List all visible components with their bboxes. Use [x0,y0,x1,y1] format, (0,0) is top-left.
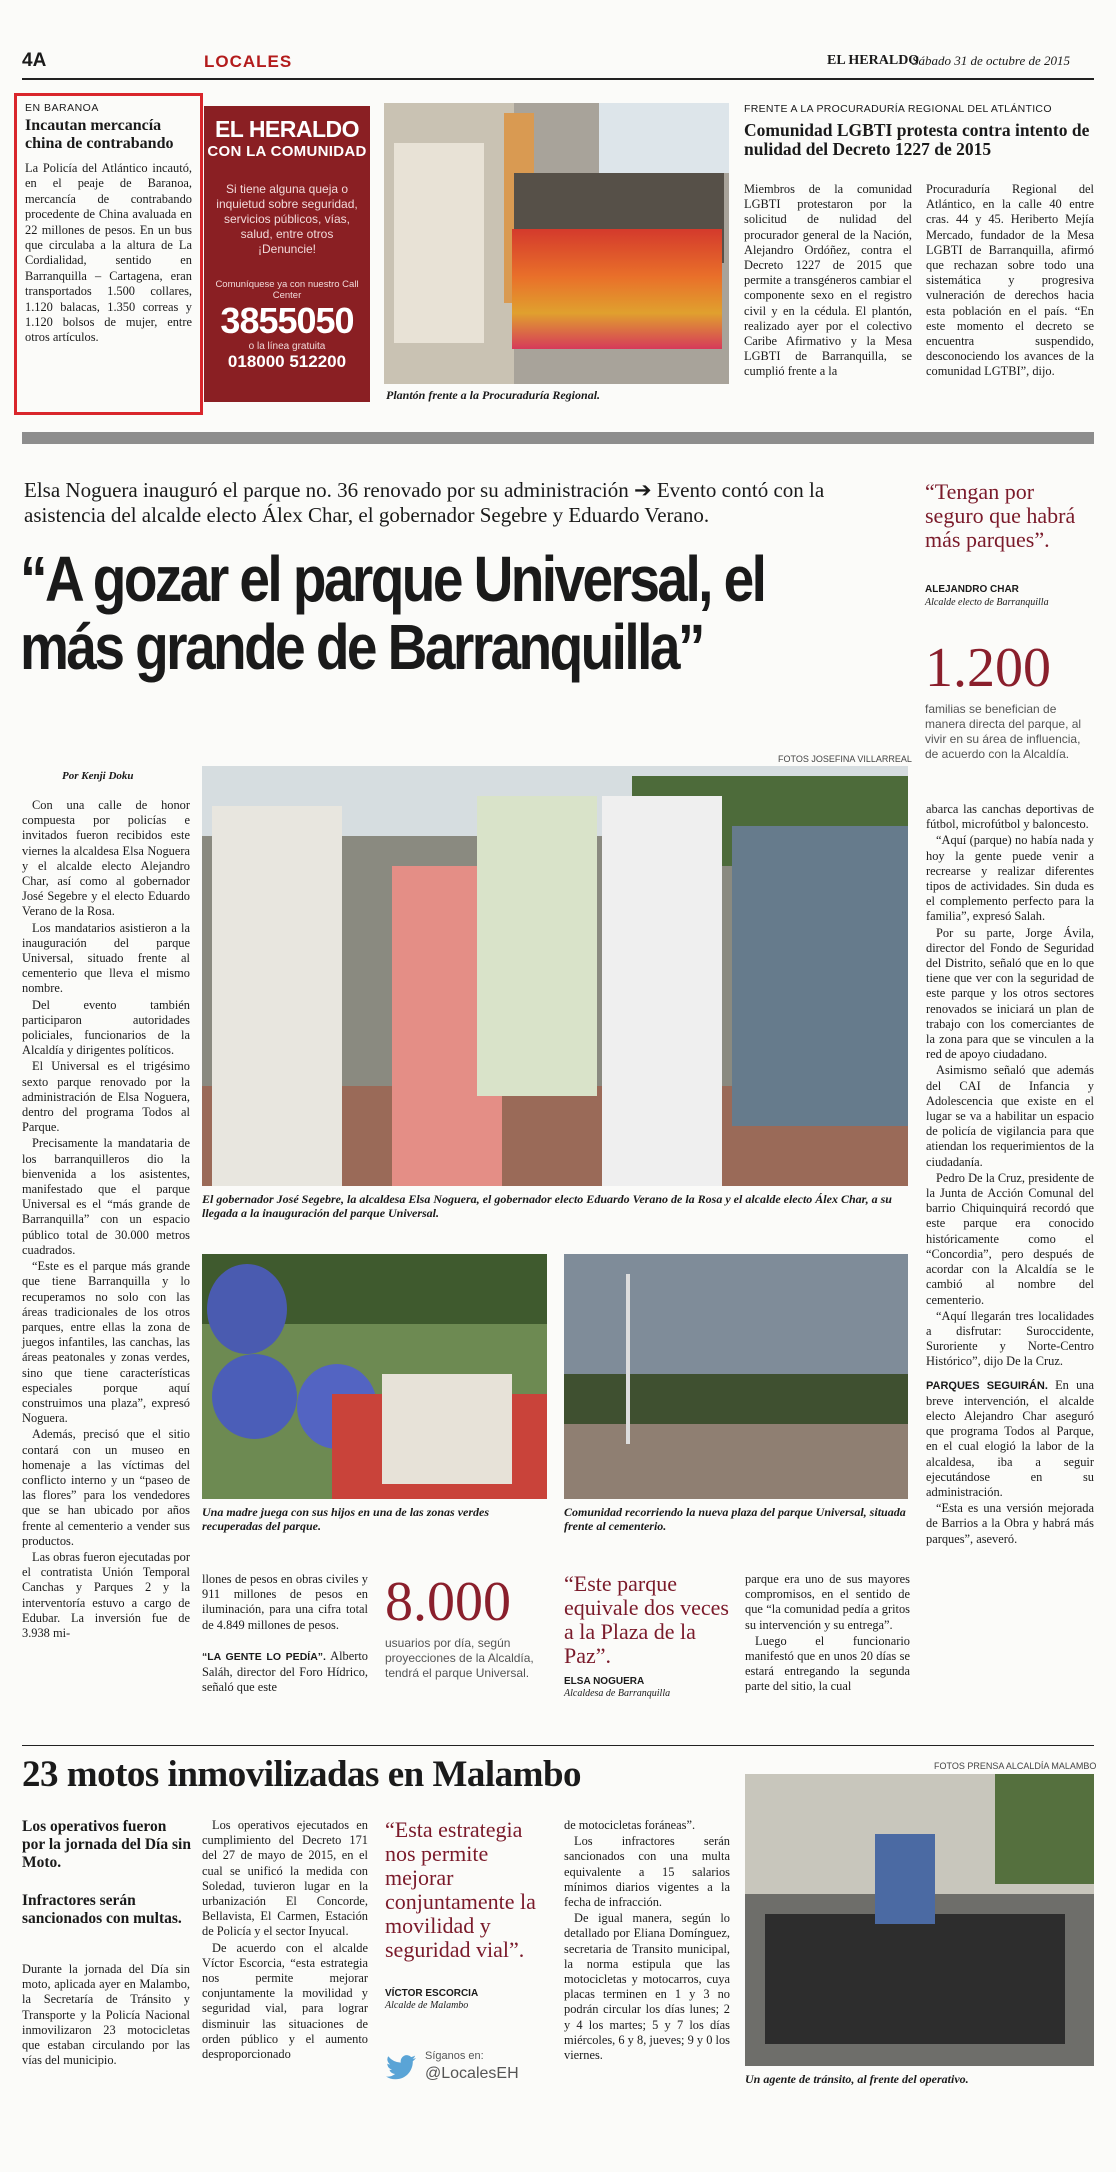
page-number: 4A [22,50,47,71]
sky [564,1254,908,1394]
park-stat-families-text: familias se benefician de manera directa del parque, al vivir en su área de influencia, de acuerdo con la Alcaldía. [925,702,1082,761]
trees [564,1374,908,1424]
park-paragraph: abarca las canchas deportivas de fútbol, microfútbol y baloncesto. [926,802,1094,832]
park-photo-family [202,1254,547,1499]
rainbow-flag [512,229,722,349]
motos-paragraph: De igual manera, según lo detallado por Eliana Domínguez, secretaria de Transito municipal, la norma estipula que las motocicletas y motocarros, cuya placas terminen en 1 y 3 no podrán circular los días lunes; 2 y 4 los martes; 5 y 7 los días miércoles, 6 y 8, jueves; 9 y 0 los viernes. [564,1911,730,2063]
page-header [22,48,1094,78]
park-paragraph: Asimismo señaló que además del CAI de Infancia y Adolescencia que existe en el lugar se va a habilitar un espacio de policía de vigilancia para que atiendan los requerimientos de la ciudadanía. [926,1063,1094,1169]
lgbti-title: Comunidad LGBTI protesta contra intento de nulidad del Decreto 1227 de 2015 [744,120,1090,159]
motos-column-2 [202,1818,368,2063]
brief-box [14,93,203,415]
park-paragraph: Además, precisó que el sitio contará con un museo en homenaje a las víctimas del conflicto interno y un “paseo de las flores” para los vendedores que se han ubicado por años frente al cementerio a vender sus productos. [22,1427,190,1548]
park-quote-noguera-role: Alcaldesa de Barranquilla [564,1688,671,1699]
motos-quote: “Esta estrategia nos permite mejorar conjuntamente la movilidad y seguridad vial”. [385,1817,536,1962]
motos-lead-2: Infractores serán sancionados con multas. [22,1892,182,1927]
park-caption-family: Una madre juega con sus hijos en una de las zonas verdes recuperadas del parque. [202,1505,490,1533]
motos-paragraph: De acuerdo con el alcalde Víctor Escorcia, “esta estrategia nos permite mejorar conjuntamente la movilidad y seguridad vial, para lograr disminuir las situaciones de orden público y el aumento desproporcionado [202,1940,368,2062]
paper-name: EL HERALDO [827,53,920,68]
person-segebre [212,806,342,1186]
sky [599,103,729,173]
lamp-post [626,1274,630,1444]
park-paragraph: Luego el funcionario manifestó que en unos 20 días se estará entregando la segunda parte del sitio, la cual [745,1633,910,1694]
gente-kicker: “LA GENTE LO PEDÍA”. [202,1650,326,1663]
motos-lead-1: Los operativos fueron por la jornada del Día sin Moto. [22,1818,191,1871]
park-deck: Elsa Noguera inauguró el parque no. 36 renovado por su administración ➔ Evento contó con la asistencia del alcalde electo Álex Char, el gobernador Segebre y Eduardo Verano. [24,478,825,527]
balloon [212,1354,297,1439]
ad-title: EL HERALDO [214,116,360,142]
lgbti-protest-photo [384,103,729,384]
section-band [22,432,1094,444]
motos-quote-name: VÍCTOR ESCORCIA [385,1988,479,1999]
motos-photo-credit: FOTOS PRENSA ALCALDÍA MALAMBO [934,1761,1097,1771]
lgbti-kicker: FRENTE A LA PROCURADURÍA REGIONAL DEL ATLÁNTICO [744,103,1052,115]
park-paragraph: “Aquí (parque) no había nada y hoy la gente puede venir a recrearse y realizar diferentes tipos de actividades. Sin duda es el complemento perfecto para la familia”, expresó Salah. [926,833,1094,924]
ad-subtitle: CON LA COMUNIDAD [207,143,367,160]
twitter-label: Síganos en: [425,2050,484,2062]
parques-kicker: PARQUES SEGUIRÁN. [926,1379,1048,1392]
park-main-caption: El gobernador José Segebre, la alcaldesa Elsa Noguera, el gobernador electo Eduardo Verano de la Rosa y el alcalde electo Álex Char, a su llegada a la inauguración del parque Universal. [202,1192,892,1220]
ad-free-line: o la línea gratuita [248,341,326,352]
community-ad [204,106,370,402]
brief-kicker: EN BARANOA [25,102,99,114]
park-paragraph: “Este es el parque más grande que tiene Barranquilla y lo recuperamos no solo con las áreas tradicionales de los otros parques, entre ellas la zona de juegos infantiles, las canchas, las áreas peatonales y zonas verdes, sino que tiene características especiales porque aquí construimos una plaza”, expresó Noguera. [22,1259,190,1426]
park-paragraph [926,1378,1094,1501]
person-char [602,796,722,1186]
section-name: LOCALES [204,52,293,71]
motos-caption: Un agente de tránsito, al frente del operativo. [745,2072,969,2086]
brief-title: Incautan mercancía china de contrabando [25,117,174,152]
traffic-agent [875,1834,935,1924]
park-paragraph: “Aquí llegarán tres localidades a disfrutar: Suroccidente, Suroriente y Norte-Centro Histórico”, dijo De la Cruz. [926,1308,1094,1369]
park-paragraph: Del evento también participaron autoridades policiales, funcionarios de la Alcaldía y dirigentes políticos. [22,997,190,1058]
parques-text: En una breve intervención, el alcalde electo Alejandro Char aseguró que programa Todos al Parque, en el cual elogió la labor de la alcaldesa, iba a seguir ejecutándose en su administración. [926,1377,1094,1499]
motos-column-1: Durante la jornada del Día sin moto, aplicada ayer en Malambo, la Secretaría de Tránsito y Transporte y la Policía Nacional inmovilizaron 23 motocicletas que estaban circulando por las vías del municipio. [22,1962,190,2068]
park-quote-char-role: Alcalde electo de Barranquilla [925,597,1049,608]
motos-headline: 23 motos inmovilizadas en Malambo [22,1754,582,1795]
park-byline: Por Kenji Doku [62,770,134,782]
brief-body: La Policía del Atlántico incautó, en el peaje de Baranoa, mercancía de contrabando procedente de China avaluada en 22 millones de pesos. En un bus que circulaba a la altura de La Cordialidad, sentido en Barranquilla – Cartagena, eran transportados 1.500 collares, 1.120 balacas, 1.350 correas y 1.120 bolsos de mujer, entre otros artículos. [25,161,192,345]
park-photo-plaza [564,1254,908,1499]
motos-paragraph: Los infractores serán sancionados con una multa equivalente a 15 salarios mínimos diarios vigentes a la fecha de infracción. [564,1834,730,1910]
balloon [207,1264,287,1354]
twitter-bird-icon [385,2054,417,2082]
park-stat-users-text: usuarios por día, según proyecciones de la Alcaldía, tendrá el parque Universal. [385,1636,534,1680]
motos-column-4 [564,1818,730,2064]
park-photo-credit: FOTOS JOSEFINA VILLARREAL [778,754,912,764]
person-verano [477,796,597,1096]
ad-phone: 3855050 [220,300,354,341]
park-paragraph: Precisamente la mandataria de los barranquilleros dio la bienvenida a los asistentes, manifestado que el parque Universal es el “más grande de Barranquilla” con un espacio público total de 30.000 metros cuadrados. [22,1136,190,1257]
park-quote-noguera: “Este parque equivale dos veces a la Plaza de la Paz”. [564,1571,729,1668]
park-paragraph: llones de pesos en obras civiles y 911 millones de pesos en iluminación, para una cifra total de 4.849 millones de pesos. [202,1572,368,1632]
park-paragraph: Las obras fueron ejecutadas por el contratista Unión Temporal Canchas y Parques 2 y la interventoría estuvo a cargo de Edubar. La inversión fue de 3.938 mi- [22,1549,190,1640]
gente-text: Alberto Saláh, director del Foro Hídrico, señaló que este [202,1648,368,1695]
park-quote-noguera-name: ELSA NOGUERA [564,1676,645,1687]
motos-paragraph: Los operativos ejecutados en cumplimiento del Decreto 171 del 27 de mayo de 2015, en el cual se unificó la medida con Soledad, tuvieron lugar en la urbanización El Concorde, Bellavista, El Carmen, Estación de Policía y el sector Inyucal. [202,1818,368,1939]
sign-board [394,143,484,343]
park-stat-users: 8.000 [385,1571,511,1633]
issue-date: Sábado 31 de octubre de 2015 [912,53,1071,68]
motos-quote-role: Alcalde de Malambo [385,2000,469,2011]
header-rule [22,78,1094,80]
park-bottom-column-4 [745,1572,910,1696]
park-paragraph [202,1649,368,1696]
ad-call: Comuníquese ya con nuestro Call Center [215,279,359,301]
twitter-handle[interactable]: @LocalesEH [425,2065,519,2082]
plaza-floor [564,1424,908,1499]
trees [995,1774,1094,1884]
family [382,1374,512,1484]
park-paragraph: Con una calle de honor compuesta por policías e invitados fueron recibidos este viernes la alcaldesa Elsa Noguera y el alcalde electo Alejandro Char, así como al gobernador José Segebre y el electo Eduardo Verano de la Rosa. [22,798,190,919]
lgbti-column-2: Procuraduría Regional del Atlántico, en la calle 40 entre cras. 44 y 45. Heriberto Mejía Mercado, fundador de la Mesa LGBTI de Barranquilla, afirmó que rechazan sobre todo una sistemática y progresiva vulneración de derechos hacia esta población en el país. “En este momento el decreto se encuentra suspendido, desconociendo los avances de la comunidad LGTBI”, dijo. [926,182,1094,379]
motos-paragraph: de motocicletas foráneas”. [564,1818,696,1832]
park-paragraph: parque era uno de sus mayores compromisos, en el sentido de que “la comunidad pedía a gritos su intervención y su entrega”. [745,1572,910,1632]
park-headline: “A gozar el parque Universal, el más grande de Barranquilla” [20,543,765,683]
motos-photo [745,1774,1094,2066]
ad-text: Si tiene alguna queja o inquietud sobre seguridad, servicios públicos, vías, salud, entre otros ¡Denuncie! [216,182,358,256]
crowd-right [732,826,908,1126]
park-caption-plaza: Comunidad recorriendo la nueva plaza del parque Universal, situada frente al cementerio. [564,1505,906,1533]
park-quote-char: “Tengan por seguro que habrá más parques”. [925,479,1076,552]
park-paragraph: Pedro De la Cruz, presidente de la Junta de Acción Comunal del barrio Chiquinquirá recordó que este parque era conocido históricamente como el “Concordia”, pero después de acordar con la Alcaldía se le cambió al nombre del cementerio. [926,1170,1094,1307]
park-paragraph: Por su parte, Jorge Ávila, director del Fondo de Seguridad del Distrito, señaló que en lo que tiene que ver con la seguridad de este parque y los otros sectores renovados se iniciará un plan de trabajo con los comerciantes de la zona para que se vinculen a la red de apoyo ciudadano. [926,925,1094,1062]
motos-rule [22,1745,1094,1746]
park-column-right [926,802,1094,1548]
park-paragraph: Los mandatarios asistieron a la inauguración del parque Universal, situado frente al cementerio que lleva el mismo nombre. [22,920,190,996]
park-quote-char-name: ALEJANDRO CHAR [925,584,1019,595]
twitter-follow[interactable] [385,2050,555,2090]
park-stat-families: 1.200 [925,637,1051,699]
park-paragraph: “Esta es una versión mejorada de Barrios a la Obra y habrá más parques”, aseveró. [926,1501,1094,1546]
lgbti-caption: Plantón frente a la Procuraduría Regional. [386,388,601,402]
lgbti-column-1: Miembros de la comunidad LGBTI protestaron por la solicitud de nulidad del procurador general de la Nación, Alejandro Ordóñez, contra el Decreto 1227 de 2015 que permite a transgéneros cambiar el componente sexo en el registro civil y en la cédula. El plantón, realizado ayer por el colectivo Caribe Afirmativo y la Mesa LGBTI de Barranquilla, se cumplió frente a la [744,182,912,379]
ad-toll-free: 018000 512200 [227,352,347,371]
park-column-1 [22,798,190,1642]
motorcycles [765,1914,1065,2044]
park-main-photo [202,766,908,1186]
park-bottom-column-1 [202,1572,368,1696]
park-paragraph: El Universal es el trigésimo sexto parque renovado por la administración de Elsa Noguera, dentro del programa Todos al Parque. [22,1059,190,1135]
